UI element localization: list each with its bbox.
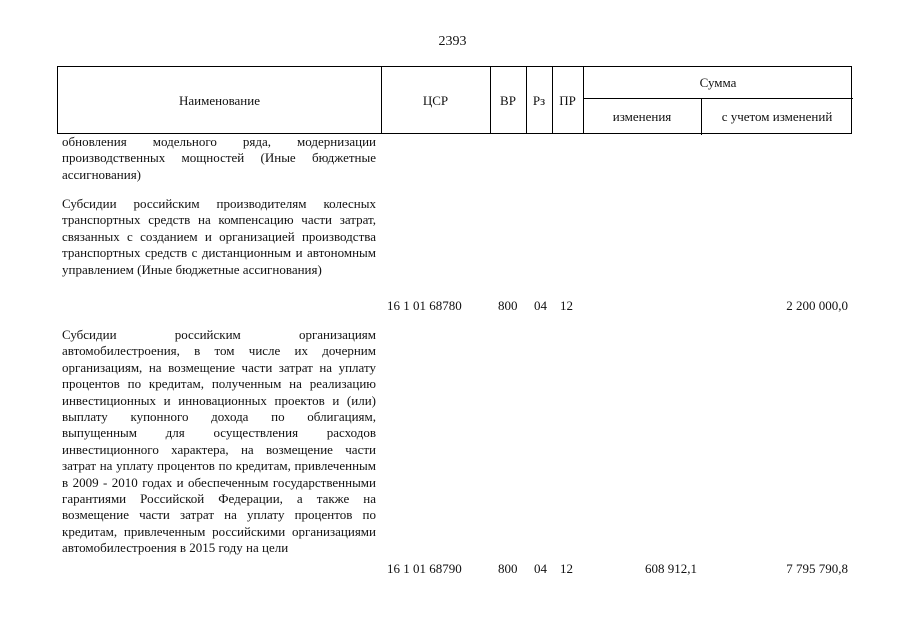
- row-change: 608 912,1: [645, 561, 697, 576]
- row-name: Субсидии российским организациям автомобилестроения, в том числе их дочерним организациям, на возмещение части затрат на уплату процентов по кредитам, полученным на реализацию инвестиционных и инновационных проектов и (или) выплату купонного дохода по облигациям, выпущенным для осуществления расходов инвестиционного характера, на возмещение части затрат на уплату процентов по кредитам, привлеченным в 2009 - 2010 годах и обеспеченным государственными гарантиями Российской Федерации, а также на возмещение части затрат на уплату процентов по кредитам, привлеченным российскими организациями автомобилестроения в 2015 году на цели: [62, 327, 376, 556]
- header-change: изменения: [612, 108, 672, 124]
- row-rz: 04: [534, 298, 547, 313]
- row-csr: 16 1 01 68780: [387, 298, 462, 313]
- table-header: [57, 66, 852, 134]
- row-vr: 800: [498, 561, 518, 576]
- row-total: 7 795 790,8: [786, 561, 848, 576]
- row-name: Субсидии российским производителям колесных транспортных средств на компенсацию части затрат, связанных с созданием и организацией производства транспортных средств с дистанционным и автономным управлением (Иные бюджетные ассигнования): [62, 196, 376, 277]
- header-with-changes: с учетом изменений: [721, 108, 833, 124]
- row-pr: 12: [560, 561, 573, 576]
- header-csr: ЦСР: [422, 93, 449, 108]
- header-sum: Сумма: [699, 74, 737, 90]
- row-name: обновления модельного ряда, модернизации производственных мощностей (Иные бюджетные ассигнования): [62, 134, 376, 182]
- row-total: 2 200 000,0: [786, 298, 848, 313]
- row-vr: 800: [498, 298, 518, 313]
- row-pr: 12: [560, 298, 573, 313]
- header-pr: ПР: [559, 93, 576, 108]
- page-number: 2393: [438, 34, 467, 49]
- row-rz: 04: [534, 561, 547, 576]
- header-vr: ВР: [500, 93, 516, 108]
- header-rz: Рз: [532, 93, 546, 108]
- header-name: Наименование: [179, 93, 260, 108]
- row-csr: 16 1 01 68790: [387, 561, 462, 576]
